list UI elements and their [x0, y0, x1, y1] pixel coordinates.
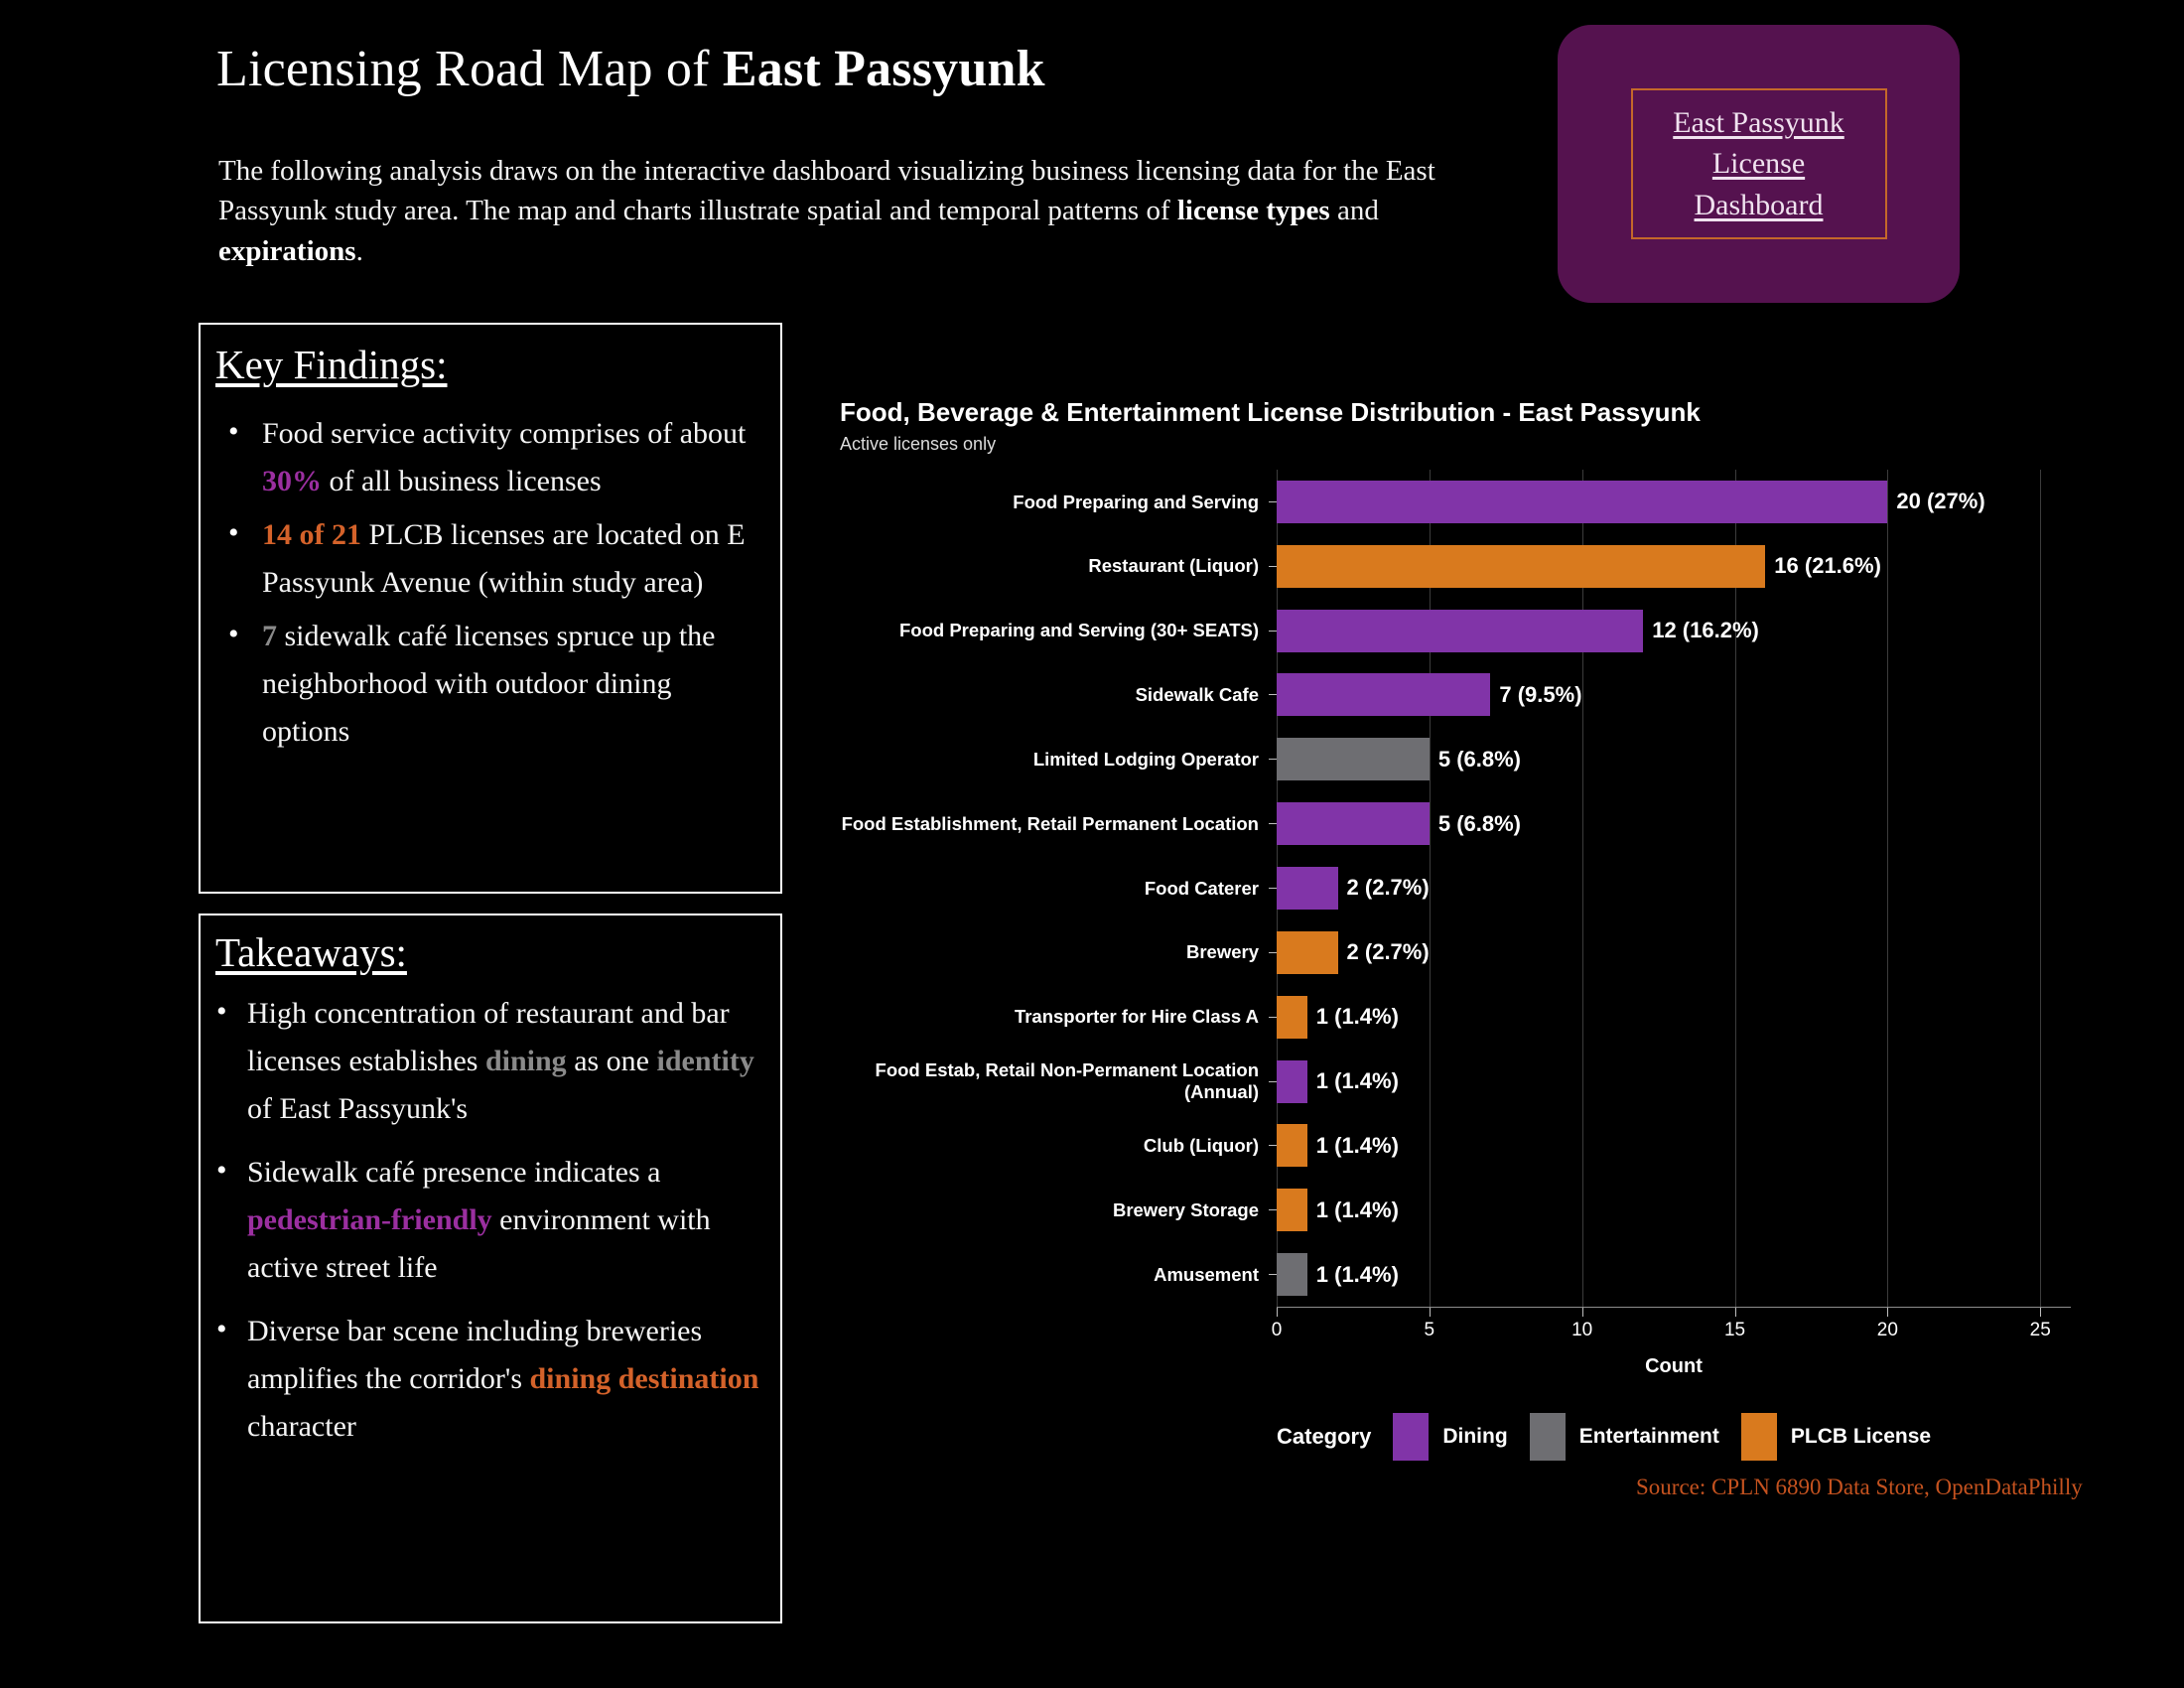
key-finding-text-pre: Food service activity comprises of about	[262, 417, 747, 450]
x-tick-label: 10	[1571, 1320, 1593, 1340]
chart-category-label: Food Estab, Retail Non-Permanent Location (Annual)	[875, 1059, 1259, 1103]
chart-bar-row[interactable]	[832, 856, 2122, 920]
x-axis-tick	[1430, 1307, 1431, 1317]
x-axis-title: Count	[1645, 1355, 1703, 1377]
takeaway-item	[214, 990, 762, 1133]
y-axis-tick	[1269, 1145, 1277, 1146]
chart-category-label: Food Caterer	[1144, 877, 1259, 899]
key-finding-item	[222, 511, 762, 607]
legend-label: PLCB License	[1790, 1425, 1932, 1448]
x-axis-tick	[1887, 1307, 1888, 1317]
takeaway-text-mid: as one	[566, 1045, 657, 1077]
takeaway-highlight: pedestrian-friendly	[247, 1203, 492, 1236]
chart-subtitle: Active licenses only	[840, 434, 997, 454]
chart-bar-rows	[832, 470, 2122, 1307]
chart-category-label: Restaurant (Liquor)	[1088, 555, 1259, 577]
takeaway-text-post: character	[247, 1410, 356, 1443]
y-axis-tick	[1269, 694, 1277, 695]
chart-bar[interactable]	[1277, 481, 1887, 523]
page-title-plain: Licensing Road Map of	[216, 41, 723, 97]
y-axis-tick	[1269, 759, 1277, 760]
chart-category-label: Brewery	[1185, 941, 1259, 963]
key-finding-item	[222, 613, 762, 756]
chart-bar-value-label: 1 (1.4%)	[1315, 1196, 1399, 1222]
chart-title: Food, Beverage & Entertainment License Distribution - East Passyunk	[840, 397, 1701, 427]
chart-category-label: Food Preparing and Serving	[1013, 491, 1259, 512]
x-tick-label: 25	[2029, 1320, 2051, 1340]
takeaway-item	[214, 1308, 762, 1451]
chart-bar-value-label: 12 (16.2%)	[1652, 618, 1759, 643]
intro-text-2: and	[1329, 195, 1379, 227]
x-axis-tick	[2040, 1307, 2041, 1317]
chart-bar[interactable]	[1277, 802, 1430, 845]
legend-item[interactable]	[1741, 1413, 1931, 1461]
chart-bar-row[interactable]	[832, 985, 2122, 1050]
chart-bar[interactable]	[1277, 1060, 1307, 1103]
chart-bar-value-label: 1 (1.4%)	[1315, 1068, 1399, 1094]
intro-text-3: .	[355, 234, 363, 267]
x-axis-tick	[1735, 1307, 1736, 1317]
dashboard-link-line-2[interactable]: License	[1711, 147, 1806, 181]
chart-bar[interactable]	[1277, 738, 1430, 780]
y-axis-tick	[1269, 888, 1277, 889]
chart-bar-row[interactable]	[832, 599, 2122, 663]
key-findings-panel	[199, 323, 782, 894]
chart-bar[interactable]	[1277, 1253, 1307, 1296]
intro-bold-license-types: license types	[1176, 195, 1330, 227]
y-axis-tick	[1269, 1017, 1277, 1018]
chart-bar-value-label: 1 (1.4%)	[1315, 1261, 1399, 1287]
chart-bar-value-label: 16 (21.6%)	[1774, 553, 1881, 579]
legend-label: Dining	[1442, 1425, 1508, 1448]
key-finding-text-post: sidewalk café licenses spruce up the neighborhood with outdoor dining options	[262, 620, 716, 748]
chart-bar[interactable]	[1277, 545, 1765, 588]
chart-bar-row[interactable]	[832, 534, 2122, 599]
y-axis-tick	[1269, 631, 1277, 632]
chart-category-label: Transporter for Hire Class A	[1014, 1006, 1259, 1028]
legend-items	[1393, 1413, 1953, 1461]
legend-swatch	[1393, 1413, 1429, 1461]
legend-swatch	[1741, 1413, 1777, 1461]
takeaway-highlight: dining destination	[529, 1362, 759, 1395]
chart-bar[interactable]	[1277, 673, 1490, 716]
chart-bar[interactable]	[1277, 610, 1643, 652]
key-findings-list	[222, 410, 762, 756]
x-tick-label: 15	[1723, 1320, 1746, 1340]
y-axis-tick	[1269, 566, 1277, 567]
x-axis-line	[1277, 1307, 2071, 1308]
chart-category-label: Limited Lodging Operator	[1032, 748, 1259, 770]
takeaways-panel	[199, 914, 782, 1623]
chart-bar[interactable]	[1277, 996, 1307, 1039]
takeaway-text-post: of East Passyunk's	[247, 1092, 469, 1125]
takeaway-text-post: environment with active street life	[247, 1203, 711, 1284]
takeaways-heading: Takeaways:	[215, 929, 407, 975]
chart-bar-value-label: 5 (6.8%)	[1437, 810, 1521, 836]
y-axis-tick	[1269, 1081, 1277, 1082]
takeaway-text-pre: High concentration of restaurant and bar licenses establishes	[247, 997, 730, 1077]
dashboard-link-line-3[interactable]: Dashboard	[1694, 188, 1824, 221]
x-axis-tick	[1277, 1307, 1278, 1317]
intro-bold-expirations: expirations	[218, 234, 356, 267]
chart-bar-row[interactable]	[832, 470, 2122, 534]
takeaway-text-pre: Sidewalk café presence indicates a	[247, 1156, 661, 1189]
chart-bar-value-label: 2 (2.7%)	[1346, 875, 1430, 901]
y-axis-tick	[1269, 952, 1277, 953]
y-axis-tick	[1269, 1209, 1277, 1210]
chart-bar-row[interactable]	[832, 1113, 2122, 1178]
chart-bar-row[interactable]	[832, 920, 2122, 985]
key-finding-highlight: 14 of 21	[262, 518, 361, 551]
chart-bar-value-label: 1 (1.4%)	[1315, 1132, 1399, 1158]
chart-bar[interactable]	[1277, 931, 1338, 974]
legend-label: Entertainment	[1578, 1425, 1719, 1448]
takeaways-list	[214, 990, 762, 1451]
intro-text-1: The following analysis draws on the interactive dashboard visualizing business licensing data for the East Passyunk study area. The map and charts illustrate spatial and temporal patterns of	[218, 155, 1435, 227]
x-axis-tick	[1582, 1307, 1583, 1317]
chart-bar-value-label: 1 (1.4%)	[1315, 1004, 1399, 1030]
takeaway-item	[214, 1149, 762, 1292]
legend-item[interactable]	[1393, 1413, 1507, 1461]
y-axis-tick	[1269, 823, 1277, 824]
key-finding-highlight: 30%	[262, 465, 322, 497]
chart-category-label: Food Establishment, Retail Permanent Location	[841, 812, 1259, 834]
chart-plot-area	[832, 470, 2122, 1449]
chart-bar-row[interactable]	[832, 1050, 2122, 1114]
legend-swatch	[1530, 1413, 1566, 1461]
chart-bar[interactable]	[1277, 1189, 1307, 1231]
chart-category-label: Club (Liquor)	[1143, 1134, 1259, 1156]
key-finding-item	[222, 410, 762, 505]
dashboard-link-line-1[interactable]: East Passyunk	[1673, 106, 1844, 140]
dashboard-button[interactable]	[1558, 25, 1960, 303]
takeaway-text-pre: Diverse bar scene including breweries amplifies the corridor's	[247, 1315, 703, 1395]
chart-bar-row[interactable]	[832, 1178, 2122, 1242]
x-tick-label: 0	[1271, 1320, 1283, 1340]
license-distribution-chart	[832, 397, 2122, 1539]
key-finding-highlight: 7	[262, 620, 277, 652]
chart-bar-value-label: 7 (9.5%)	[1499, 681, 1582, 707]
source-note: Source: CPLN 6890 Data Store, OpenDataPhilly	[1636, 1475, 2083, 1499]
page-title	[216, 40, 1045, 98]
intro-paragraph	[218, 151, 1479, 271]
x-tick-label: 5	[1424, 1320, 1435, 1340]
key-finding-text-post: of all business licenses	[322, 465, 602, 497]
legend-item[interactable]	[1530, 1413, 1719, 1461]
chart-bar[interactable]	[1277, 1124, 1307, 1167]
x-tick-label: 20	[1876, 1320, 1898, 1340]
key-findings-heading: Key Findings:	[215, 342, 448, 387]
key-finding-text-post: PLCB licenses are located on E Passyunk Avenue (within study area)	[262, 518, 746, 599]
chart-bar-value-label: 20 (27%)	[1896, 489, 1985, 514]
takeaway-highlight: dining	[484, 1045, 567, 1077]
chart-bar[interactable]	[1277, 867, 1338, 910]
chart-category-label: Brewery Storage	[1112, 1198, 1259, 1220]
chart-category-label: Food Preparing and Serving (30+ SEATS)	[898, 620, 1259, 641]
dashboard-button-frame	[1631, 88, 1887, 239]
takeaway-highlight-2: identity	[656, 1045, 754, 1077]
y-axis-tick	[1269, 1274, 1277, 1275]
chart-category-label: Amusement	[1154, 1263, 1259, 1285]
chart-legend	[1277, 1413, 2071, 1461]
chart-bar-row[interactable]	[832, 1242, 2122, 1307]
chart-bar-value-label: 2 (2.7%)	[1346, 939, 1430, 965]
legend-title: Category	[1277, 1424, 1372, 1449]
chart-bar-row[interactable]	[832, 791, 2122, 856]
page-title-bold: East Passyunk	[722, 41, 1045, 97]
chart-bar-value-label: 5 (6.8%)	[1437, 746, 1521, 772]
y-axis-tick	[1269, 501, 1277, 502]
x-axis-tick-labels	[1271, 1320, 2071, 1349]
chart-category-label: Sidewalk Cafe	[1135, 684, 1259, 706]
chart-bar-row[interactable]	[832, 727, 2122, 791]
chart-bar-row[interactable]	[832, 663, 2122, 728]
